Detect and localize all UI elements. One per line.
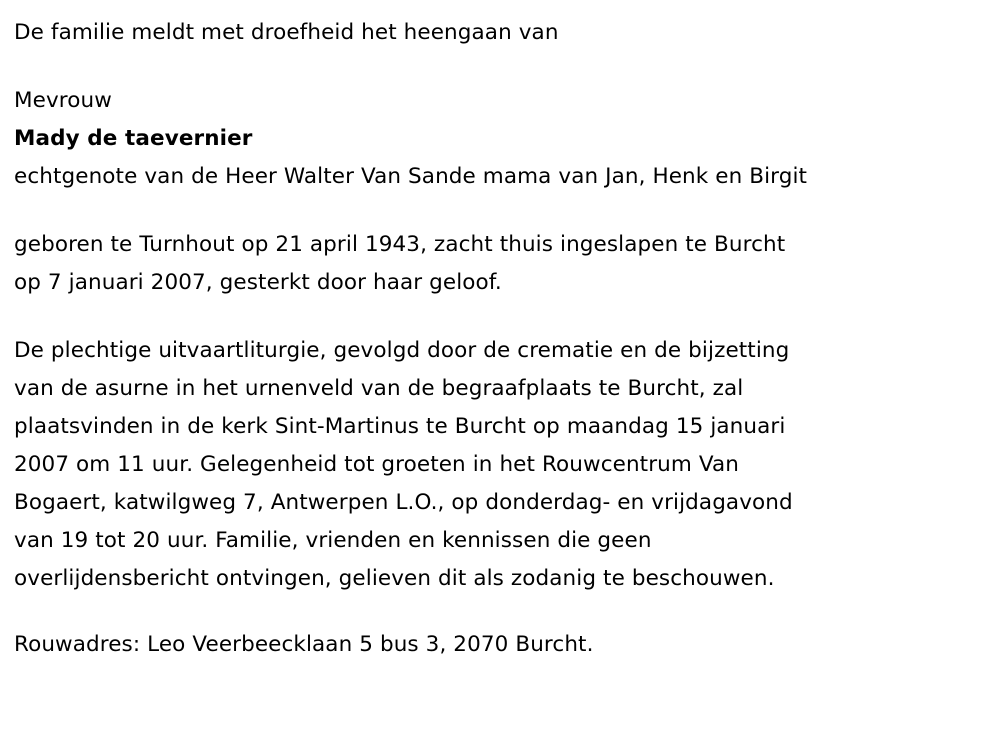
salutation-text: Mevrouw xyxy=(14,88,112,113)
spacer-after-relations xyxy=(14,196,986,226)
ceremony-line: Bogaert, katwilgweg 7, Antwerpen L.O., op donderdag- en vrijdagavond xyxy=(14,490,793,515)
ceremony-line: plaatsvinden in de kerk Sint-Martinus te Burcht op maandag 15 januari xyxy=(14,414,786,439)
birth-death-line: geboren te Turnhout op 21 april 1943, zacht thuis ingeslapen te Burcht xyxy=(14,232,786,257)
ceremony-line: overlijdensbericht ontvingen, gelieven dit als zodanig te beschouwen. xyxy=(14,566,775,591)
ceremony-line: van 19 tot 20 uur. Familie, vrienden en kennissen die geen xyxy=(14,528,652,553)
ceremony-line: van de asurne in het urnenveld van de begraafplaats te Burcht, zal xyxy=(14,376,744,401)
birth-death-line: op 7 januari 2007, gesterkt door haar geloof. xyxy=(14,270,502,295)
spacer-after-intro xyxy=(14,52,986,82)
ceremony-block xyxy=(14,332,986,598)
spacer-after-ceremony xyxy=(14,598,986,626)
mourning-address: Rouwadres: Leo Veerbeecklaan 5 bus 3, 2070 Burcht. xyxy=(14,632,594,657)
birth-death-block xyxy=(14,226,986,302)
relations-text: echtgenote van de Heer Walter Van Sande mama van Jan, Henk en Birgit xyxy=(14,164,808,189)
deceased-name: Mady de taevernier xyxy=(14,126,253,151)
ceremony-line: 2007 om 11 uur. Gelegenheid tot groeten in het Rouwcentrum Van xyxy=(14,452,740,477)
intro-text: De familie meldt met droefheid het heengaan van xyxy=(14,20,559,45)
ceremony-line: De plechtige uitvaartliturgie, gevolgd door de crematie en de bijzetting xyxy=(14,338,790,363)
spacer-after-birth-death xyxy=(14,302,986,332)
